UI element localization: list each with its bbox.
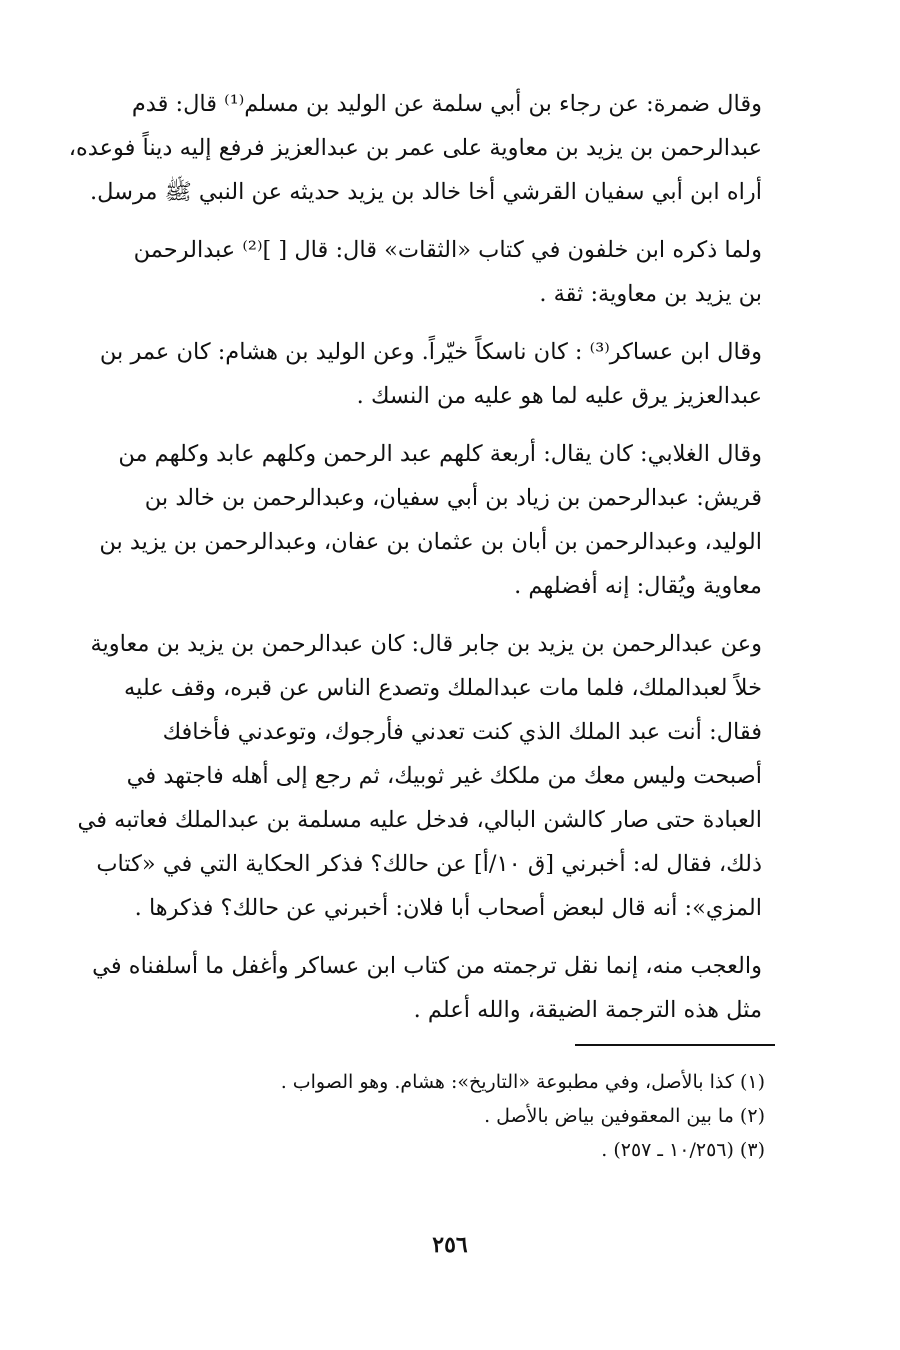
text-line: وقال ابن عساكر⁽³⁾ : كان ناسكاً خيّراً. وعن الوليد بن هشام: كان عمر بن [99, 339, 762, 365]
paragraph-damra [58, 82, 762, 214]
text-line: ذلك، فقال له: أخبرني [ق ١٠/أ] عن حالك؟ فذكر الحكاية التي في «كتاب [96, 851, 762, 877]
text-line: مثل هذه الترجمة الضيقة، والله أعلم . [413, 997, 762, 1023]
paragraph-conclusion [58, 944, 762, 1032]
page-number: ٢٥٦ [432, 1232, 468, 1258]
text-line: أراه ابن أبي سفيان القرشي أخا خالد بن يزيد حديثه عن النبي ﷺ مرسل. [89, 179, 762, 205]
text-line: عبدالعزيز يرق عليه لما هو عليه من النسك . [356, 383, 762, 409]
text-line: المزي»: أنه قال لبعض أصحاب أبا فلان: أخبرني عن حالك؟ فذكرها . [134, 895, 762, 921]
text-line: عبدالرحمن بن يزيد بن معاوية على عمر بن عبدالعزيز فرفع إليه ديناً فوعده، [68, 135, 762, 161]
text-line: خلاً لعبدالملك، فلما مات عبدالملك وتصدع الناس عن قبره، وقف عليه [124, 675, 762, 701]
footnote-2: (٢) ما بين المعقوفين بياض بالأصل . [484, 1105, 765, 1127]
footnotes [205, 1065, 765, 1167]
paragraph-ghalabi [58, 432, 762, 608]
text-line: بن يزيد بن معاوية: ثقة . [539, 281, 762, 307]
text-line: أصبحت وليس معك من ملكك غير ثوبيك، ثم رجع إلى أهله فاجتهد في [126, 763, 762, 789]
footnote-1: (١) كذا بالأصل، وفي مطبوعة «التاريخ»: هشام. وهو الصواب . [280, 1071, 765, 1093]
text-line: والعجب منه، إنما نقل ترجمته من كتاب ابن عساكر وأغفل ما أسلفناه في [92, 953, 762, 979]
text-line: وقال ضمرة: عن رجاء بن أبي سلمة عن الوليد بن مسلم⁽¹⁾ قال: قدم [131, 91, 762, 117]
paragraph-ibn-jabir [58, 622, 762, 930]
text-line: وعن عبدالرحمن بن يزيد بن جابر قال: كان عبدالرحمن بن يزيد بن معاوية [90, 631, 762, 657]
paragraph-ibn-asakir [58, 330, 762, 418]
text-line: الوليد، وعبدالرحمن بن أبان بن عثمان بن عفان، وعبدالرحمن بن يزيد بن [99, 529, 762, 555]
text-line: معاوية ويُقال: إنه أفضلهم . [514, 573, 762, 599]
footnote-3: (٣) (١٠/٢٥٦ ـ ٢٥٧) . [601, 1139, 765, 1161]
text-line: قريش: عبدالرحمن بن زياد بن أبي سفيان، وعبدالرحمن بن خالد بن [144, 485, 762, 511]
text-line: العبادة حتى صار كالشن البالي، فدخل عليه مسلمة بن عبدالملك فعاتبه في [77, 807, 762, 833]
text-line: ولما ذكره ابن خلفون في كتاب «الثقات» قال: قال [ ]⁽²⁾ عبدالرحمن [133, 237, 762, 263]
footnote-separator [575, 1044, 775, 1046]
text-line: وقال الغلابي: كان يقال: أربعة كلهم عبد الرحمن وكلهم عابد وكلهم من [118, 441, 762, 467]
text-line: فقال: أنت عبد الملك الذي كنت تعدني فأرجوك، وتوعدني فأخافك [162, 719, 762, 745]
paragraph-ibn-khalfun [58, 228, 762, 316]
